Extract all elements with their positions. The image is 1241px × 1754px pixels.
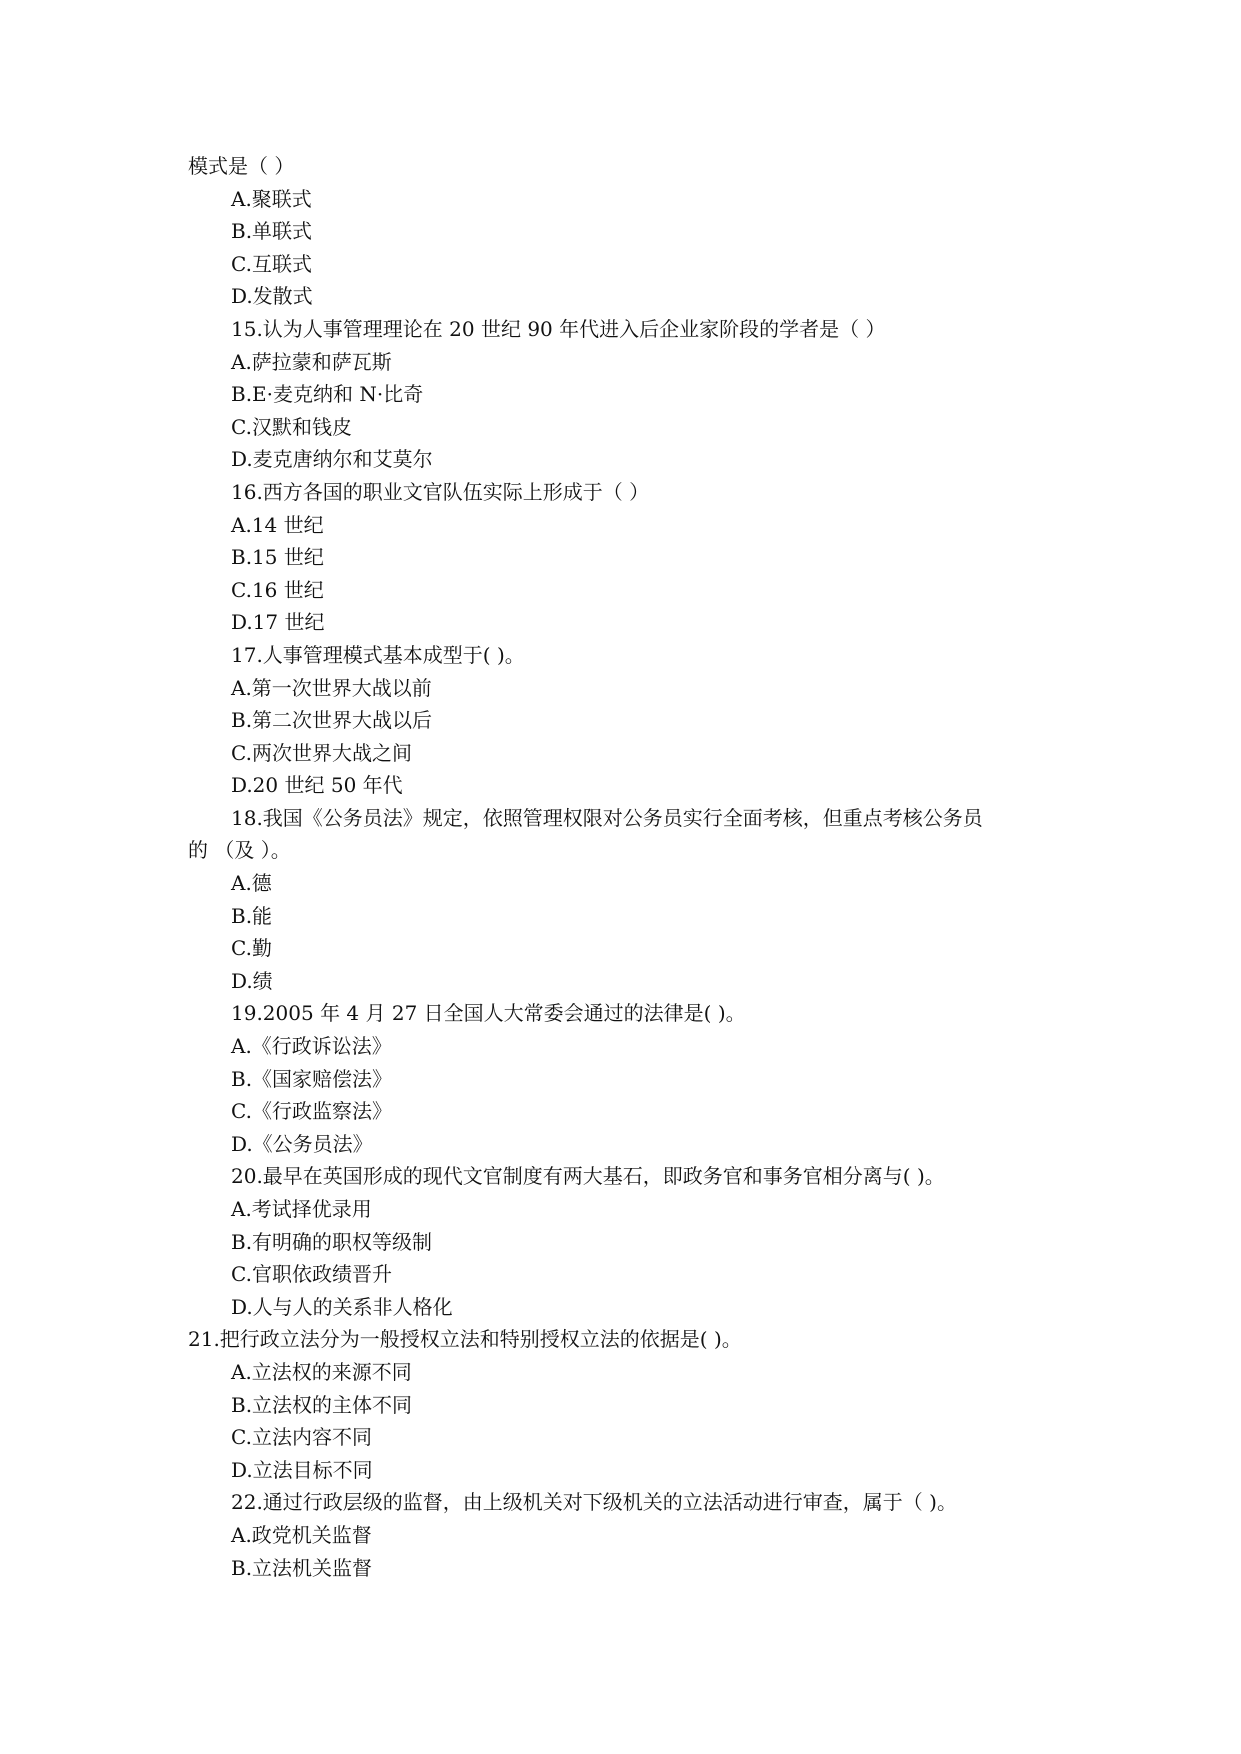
option-line: A.《行政诉讼法》 (231, 1034, 392, 1059)
question-15: 15.认为人事管理理论在 20 世纪 90 年代进入后企业家阶段的学者是（ ） (231, 316, 886, 341)
option-line: D.发散式 (231, 284, 313, 309)
option-line: D.立法目标不同 (231, 1457, 373, 1482)
option-line: C.官职依政绩晋升 (231, 1262, 392, 1287)
option-line: C.16 世纪 (231, 577, 324, 602)
option-line: C.立法内容不同 (231, 1425, 372, 1450)
option-line: C.汉默和钱皮 (231, 414, 352, 439)
option-line: C.勤 (231, 936, 272, 961)
option-line: A.14 世纪 (231, 512, 324, 537)
option-line: B.立法机关监督 (231, 1555, 373, 1580)
option-line: D.20 世纪 50 年代 (231, 773, 403, 798)
option-line: B.第二次世界大战以后 (231, 708, 433, 733)
option-line: D.《公务员法》 (231, 1131, 373, 1156)
option-line: B.《国家赔偿法》 (231, 1066, 393, 1091)
question-18: 18.我国《公务员法》规定，依照管理权限对公务员实行全面考核，但重点考核公务员 (231, 805, 983, 830)
option-line: B.能 (231, 903, 273, 928)
question-16: 16.西方各国的职业文官队伍实际上形成于（ ） (231, 479, 650, 504)
option-line: B.E·麦克纳和 N·比奇 (231, 382, 424, 407)
option-line: A.考试择优录用 (231, 1197, 372, 1221)
question-19: 19.2005 年 4 月 27 日全国人大常委会通过的法律是( )。 (231, 1001, 746, 1026)
option-line: B.有明确的职权等级制 (231, 1229, 433, 1254)
question-stem-continued: 模式是（ ） (188, 154, 295, 178)
question-17: 17.人事管理模式基本成型于( )。 (231, 642, 525, 667)
option-line: C.互联式 (231, 251, 312, 276)
question-list (188, 150, 1068, 1584)
question-18-continued: 的 （及 ）。 (188, 838, 291, 863)
option-line: B.15 世纪 (231, 545, 324, 570)
question-22: 22.通过行政层级的监督，由上级机关对下级机关的立法活动进行审查，属于（ )。 (231, 1490, 957, 1515)
option-line: A.政党机关监督 (231, 1522, 372, 1547)
question-20: 20.最早在英国形成的现代文官制度有两大基石，即政务官和事务官相分离与( )。 (231, 1164, 945, 1189)
option-line: A.聚联式 (231, 186, 312, 211)
option-line: C.两次世界大战之间 (231, 740, 412, 765)
option-line: D.17 世纪 (231, 610, 325, 635)
option-line: A.德 (231, 871, 272, 896)
option-line: D.麦克唐纳尔和艾莫尔 (231, 447, 433, 472)
option-line: D.人与人的关系非人格化 (231, 1294, 453, 1319)
option-line: A.立法权的来源不同 (231, 1359, 412, 1384)
option-line: D.绩 (231, 968, 273, 993)
option-line: B.单联式 (231, 219, 313, 244)
option-line: C.《行政监察法》 (231, 1099, 392, 1124)
option-line: B.立法权的主体不同 (231, 1392, 413, 1417)
option-line: A.萨拉蒙和萨瓦斯 (231, 349, 392, 374)
option-line: A.第一次世界大战以前 (231, 675, 432, 700)
question-21: 21.把行政立法分为一般授权立法和特别授权立法的依据是( )。 (188, 1327, 742, 1352)
